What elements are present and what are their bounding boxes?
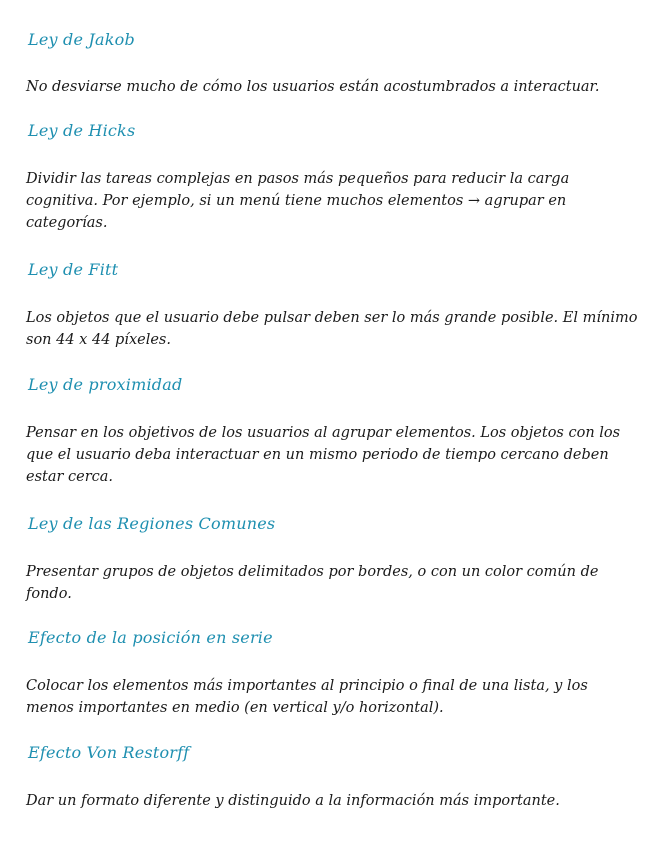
section-text-hicks: Dividir las tareas complejas en pasos más pequeños para reducir la carga cognitiva. Por ejemplo, si un menú tiene muchos elementos → agrupar en categorías. xyxy=(26,171,570,231)
section-title-proximidad: Ley de proximidad xyxy=(28,375,183,394)
section-title-posicion-serie: Efecto de la posición en serie xyxy=(28,628,273,647)
section-title-fitt: Ley de Fitt xyxy=(28,260,119,279)
section-title-jakob: Ley de Jakob xyxy=(28,30,135,49)
section-text-regiones-comunes: Presentar grupos de objetos delimitados por bordes, o con un color común de fondo. xyxy=(26,564,599,602)
section-title-hicks: Ley de Hicks xyxy=(28,121,136,140)
section-text-fitt: Los objetos que el usuario debe pulsar deben ser lo más grande posible. El mínimo son 44 x 44 píxeles. xyxy=(26,310,638,348)
section-text-posicion-serie: Colocar los elementos más importantes al principio o final de una lista, y los menos importantes en medio (en vertical y/o horizontal). xyxy=(26,678,588,716)
section-title-von-restorff: Efecto Von Restorff xyxy=(28,743,190,762)
section-title-regiones-comunes: Ley de las Regiones Comunes xyxy=(28,514,276,533)
section-text-proximidad: Pensar en los objetivos de los usuarios al agrupar elementos. Los objetos con los que el usuario deba interactuar en un mismo periodo de tiempo cercano deben estar cerca. xyxy=(26,425,621,485)
section-text-jakob: No desviarse mucho de cómo los usuarios están acostumbrados a interactuar. xyxy=(26,79,600,95)
section-text-von-restorff: Dar un formato diferente y distinguido a la información más importante. xyxy=(26,793,560,809)
